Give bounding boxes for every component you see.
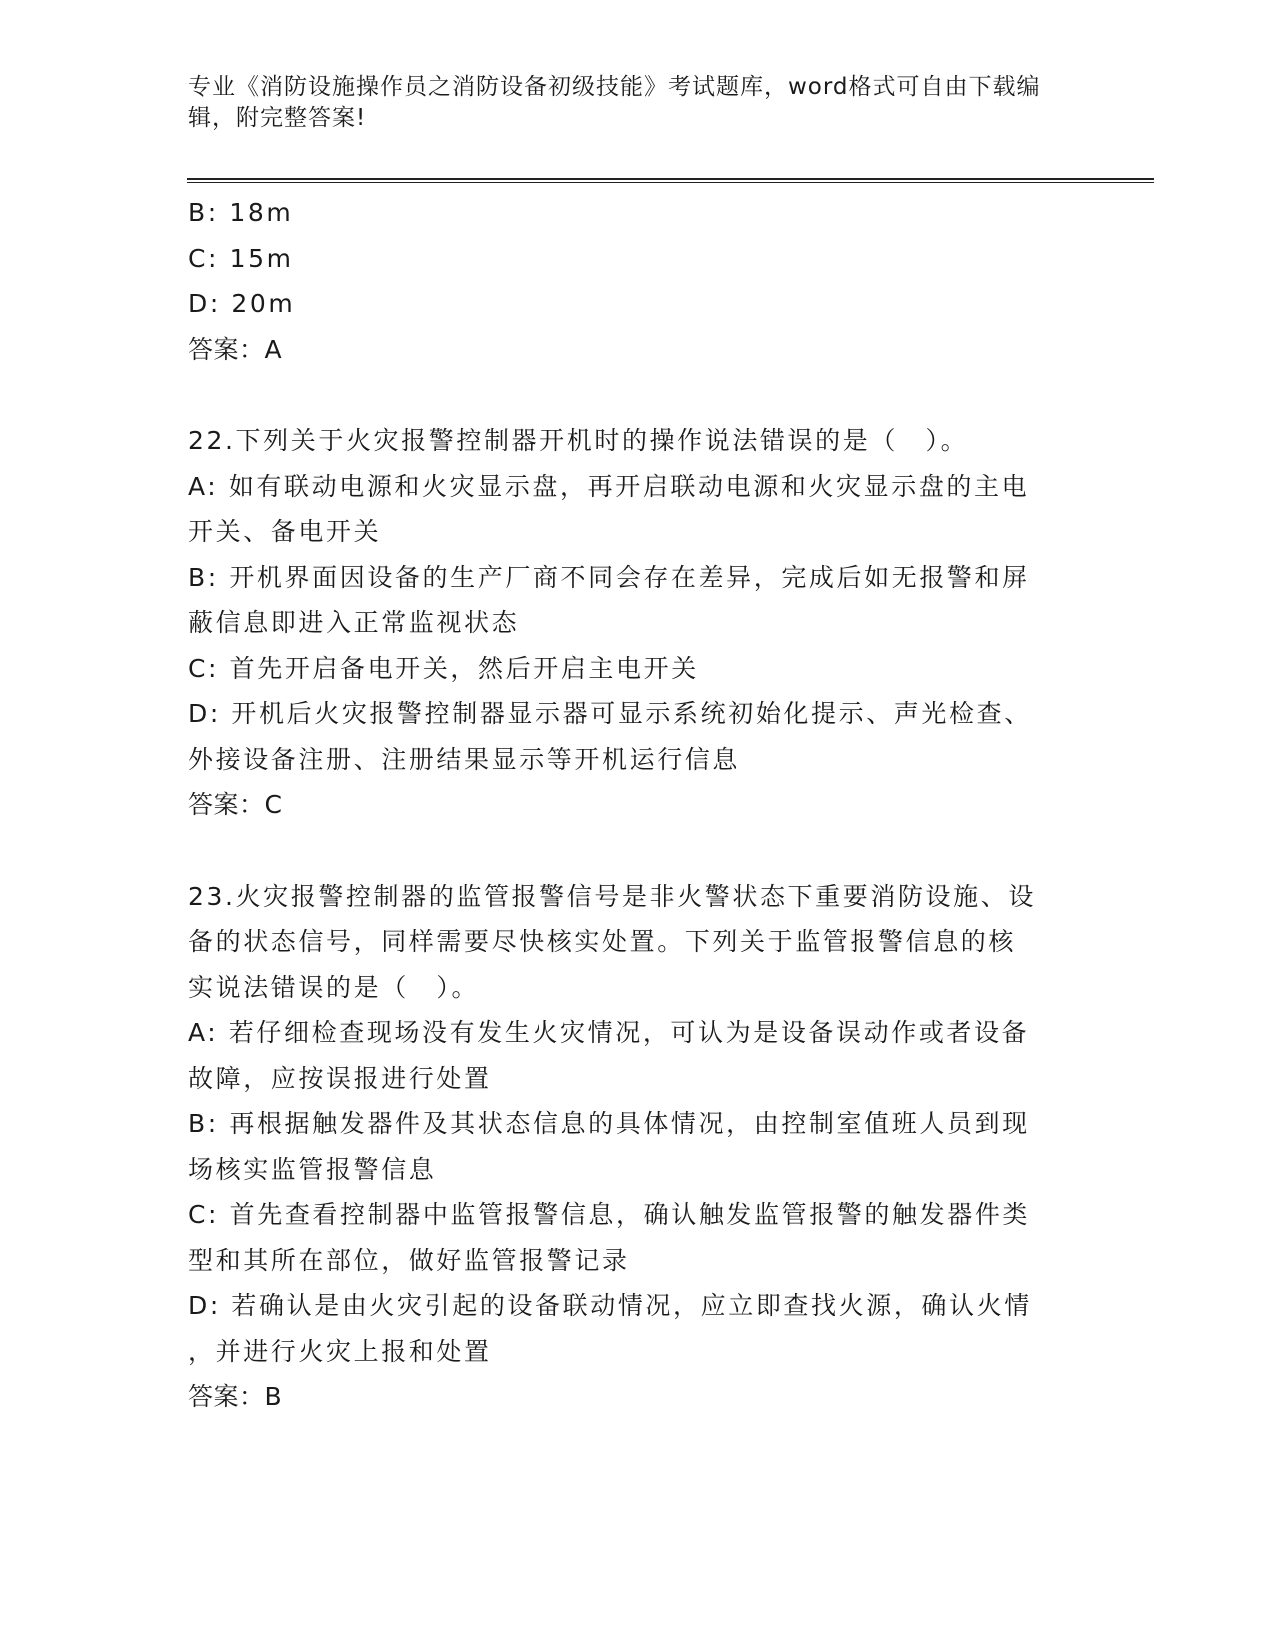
option-c-line-1: C: 首先开启备电开关，然后开启主电开关: [188, 653, 699, 683]
spacer: [188, 372, 1088, 418]
option-d-line-1: D: 开机后火灾报警控制器显示器可显示系统初始化提示、声光检查、: [188, 699, 1032, 728]
option-a-line-1: A: 如有联动电源和火灾显示盘，再开启联动电源和火灾显示盘的主电: [188, 471, 1030, 501]
option-d-line-2: ，并进行火灾上报和处置: [188, 1336, 492, 1366]
option-a-line-1: A: 若仔细检查现场没有发生火灾情况，可认为是设备误动作或者设备: [188, 1018, 1030, 1047]
question-stem: 22.下列关于火灾报警控制器开机时的操作说法错误的是（ ）。: [188, 426, 969, 455]
question-content: [188, 190, 1088, 1420]
option-a-line-2: 故障，应按误报进行处置: [188, 1063, 492, 1093]
header-rule-thin: [187, 182, 1154, 183]
option-b-line-2: 场核实监管报警信息: [188, 1154, 437, 1184]
option-d: D: 20m: [188, 289, 296, 318]
question-21-tail: [188, 190, 1088, 372]
spacer: [188, 828, 1088, 874]
option-c-line-1: C: 首先查看控制器中监管报警信息，确认触发监管报警的触发器件类: [188, 1200, 1031, 1229]
question-22: [188, 418, 1088, 828]
answer-line: 答案：C: [188, 790, 283, 819]
option-a-line-2: 开关、备电开关: [188, 517, 382, 546]
page-header: [188, 72, 1068, 134]
option-c: C: 15m: [188, 243, 294, 273]
option-b-line-1: B: 开机界面因设备的生产厂商不同会存在差异，完成后如无报警和屏: [188, 562, 1030, 592]
question-stem-line-2: 备的状态信号，同样需要尽快核实处置。下列关于监管报警信息的核: [188, 927, 1017, 956]
header-line-1: 专业《消防设施操作员之消防设备初级技能》考试题库，word格式可自由下载编: [188, 74, 1041, 100]
option-d-line-1: D: 若确认是由火灾引起的设备联动情况，应立即查找火源，确认火情: [188, 1291, 1032, 1320]
option-b-line-1: B: 再根据触发器件及其状态信息的具体情况，由控制室值班人员到现: [188, 1109, 1030, 1138]
option-d-line-2: 外接设备注册、注册结果显示等开机运行信息: [188, 744, 741, 774]
answer-line: 答案：A: [188, 334, 283, 364]
option-c-line-2: 型和其所在部位，做好监管报警记录: [188, 1245, 630, 1275]
option-b: B: 18m: [188, 198, 294, 227]
header-rule-thick: [187, 178, 1154, 180]
header-line-2: 辑，附完整答案!: [188, 105, 367, 131]
question-stem-line-1: 23.火灾报警控制器的监管报警信号是非火警状态下重要消防设施、设: [188, 881, 1036, 911]
answer-line: 答案：B: [188, 1382, 283, 1411]
question-23: [188, 874, 1088, 1420]
option-b-line-2: 蔽信息即进入正常监视状态: [188, 608, 520, 637]
question-stem-line-3: 实说法错误的是（ ）。: [188, 972, 480, 1002]
